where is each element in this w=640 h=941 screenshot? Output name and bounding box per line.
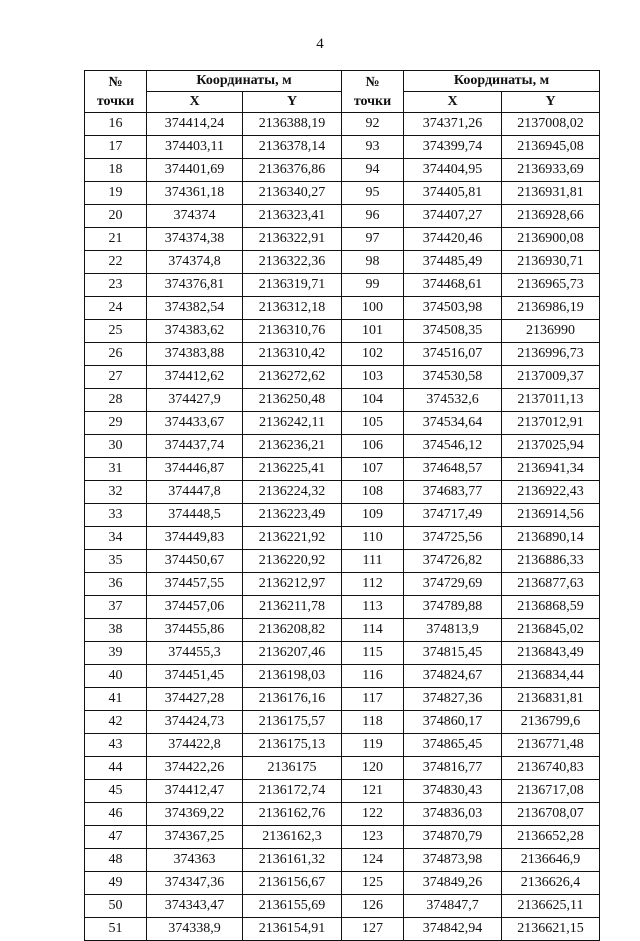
y-value-left: 2136242,11 [243,412,342,435]
point-number-right: 100 [342,297,404,320]
table-row [85,320,600,343]
x-value-left: 374383,62 [147,320,243,343]
point-number-left: 41 [85,688,147,711]
y-value-right: 2136621,15 [502,918,600,941]
x-value-left: 374457,55 [147,573,243,596]
y-header-right: Y [502,92,600,113]
x-value-left: 374369,22 [147,803,243,826]
y-value-left: 2136310,42 [243,343,342,366]
y-value-left: 2136225,41 [243,458,342,481]
point-number-header-left [85,71,147,113]
x-value-left: 374422,26 [147,757,243,780]
y-value-left: 2136223,49 [243,504,342,527]
table-row [85,504,600,527]
point-number-left: 22 [85,251,147,274]
y-value-left: 2136211,78 [243,596,342,619]
x-value-left: 374382,54 [147,297,243,320]
point-number-right: 102 [342,343,404,366]
table-row [85,343,600,366]
y-value-right: 2136933,69 [502,159,600,182]
y-value-left: 2136220,92 [243,550,342,573]
table-row [85,688,600,711]
y-value-left: 2136176,16 [243,688,342,711]
table-row [85,849,600,872]
y-value-right: 2136652,28 [502,826,600,849]
table-row [85,435,600,458]
table-row [85,711,600,734]
point-number-header-right [342,71,404,113]
point-number-left: 36 [85,573,147,596]
table-row [85,274,600,297]
point-number-right: 110 [342,527,404,550]
point-number-left: 42 [85,711,147,734]
y-value-right: 2136868,59 [502,596,600,619]
x-value-right: 374729,69 [404,573,502,596]
table-row [85,481,600,504]
x-value-right: 374485,49 [404,251,502,274]
point-number-right: 118 [342,711,404,734]
table-row [85,159,600,182]
x-value-right: 374405,81 [404,182,502,205]
y-value-left: 2136172,74 [243,780,342,803]
coordinates-header-right: Координаты, м [404,71,600,92]
point-number-right: 105 [342,412,404,435]
num-sign: № [108,74,123,90]
x-value-left: 374455,86 [147,619,243,642]
y-value-right: 2136708,07 [502,803,600,826]
point-number-left: 29 [85,412,147,435]
y-value-right: 2136996,73 [502,343,600,366]
point-number-right: 117 [342,688,404,711]
y-value-left: 2136319,71 [243,274,342,297]
y-value-right: 2136945,08 [502,136,600,159]
x-value-left: 374422,8 [147,734,243,757]
point-number-right: 104 [342,389,404,412]
y-value-left: 2136175,13 [243,734,342,757]
x-header-right: X [404,92,502,113]
x-value-right: 374813,9 [404,619,502,642]
y-value-left: 2136388,19 [243,113,342,136]
point-number-left: 16 [85,113,147,136]
point-number-left: 28 [85,389,147,412]
x-value-left: 374448,5 [147,504,243,527]
point-number-left: 18 [85,159,147,182]
y-value-left: 2136208,82 [243,619,342,642]
x-value-right: 374516,07 [404,343,502,366]
x-value-right: 374404,95 [404,159,502,182]
point-number-right: 94 [342,159,404,182]
y-value-right: 2137009,37 [502,366,600,389]
x-value-left: 374433,67 [147,412,243,435]
x-value-left: 374446,87 [147,458,243,481]
x-value-left: 374450,67 [147,550,243,573]
x-value-right: 374468,61 [404,274,502,297]
x-value-right: 374824,67 [404,665,502,688]
point-number-left: 48 [85,849,147,872]
x-value-right: 374842,94 [404,918,502,941]
point-number-right: 97 [342,228,404,251]
y-value-right: 2136771,48 [502,734,600,757]
x-value-right: 374849,26 [404,872,502,895]
point-number-right: 109 [342,504,404,527]
y-value-right: 2136834,44 [502,665,600,688]
x-value-left: 374427,28 [147,688,243,711]
x-value-left: 374403,11 [147,136,243,159]
point-number-right: 123 [342,826,404,849]
table-row [85,918,600,941]
x-value-left: 374427,9 [147,389,243,412]
point-number-right: 99 [342,274,404,297]
table-row [85,665,600,688]
y-value-left: 2136272,62 [243,366,342,389]
x-value-left: 374374,38 [147,228,243,251]
x-value-left: 374374,8 [147,251,243,274]
point-number-right: 95 [342,182,404,205]
table-row [85,205,600,228]
x-value-left: 374367,25 [147,826,243,849]
x-value-right: 374399,74 [404,136,502,159]
x-value-right: 374371,26 [404,113,502,136]
x-value-right: 374815,45 [404,642,502,665]
x-value-right: 374860,17 [404,711,502,734]
page-number: 4 [316,36,324,52]
x-value-right: 374534,64 [404,412,502,435]
y-value-left: 2136250,48 [243,389,342,412]
table-row [85,136,600,159]
x-value-left: 374414,24 [147,113,243,136]
y-header-left: Y [243,92,342,113]
y-value-right: 2136922,43 [502,481,600,504]
x-value-right: 374420,46 [404,228,502,251]
y-value-right: 2136646,9 [502,849,600,872]
x-value-left: 374424,73 [147,711,243,734]
point-number-left: 35 [85,550,147,573]
table-row [85,527,600,550]
y-value-right: 2136914,56 [502,504,600,527]
x-value-right: 374726,82 [404,550,502,573]
table-row [85,228,600,251]
point-number-right: 114 [342,619,404,642]
y-value-left: 2136154,91 [243,918,342,941]
x-value-right: 374873,98 [404,849,502,872]
y-value-right: 2137025,94 [502,435,600,458]
table-row [85,895,600,918]
x-value-right: 374827,36 [404,688,502,711]
point-number-left: 44 [85,757,147,780]
point-number-right: 125 [342,872,404,895]
x-value-left: 374437,74 [147,435,243,458]
y-value-left: 2136221,92 [243,527,342,550]
point-number-right: 106 [342,435,404,458]
y-value-left: 2136236,21 [243,435,342,458]
table-row [85,642,600,665]
x-header-left: X [147,92,243,113]
table-row [85,780,600,803]
y-value-right: 2136890,14 [502,527,600,550]
y-value-right: 2136900,08 [502,228,600,251]
x-value-left: 374363 [147,849,243,872]
y-value-left: 2136155,69 [243,895,342,918]
x-value-left: 374361,18 [147,182,243,205]
point-number-left: 31 [85,458,147,481]
x-value-right: 374683,77 [404,481,502,504]
table-row [85,826,600,849]
y-value-right: 2136625,11 [502,895,600,918]
point-number-left: 51 [85,918,147,941]
y-value-left: 2136162,3 [243,826,342,849]
point-number-right: 93 [342,136,404,159]
point-number-right: 111 [342,550,404,573]
y-value-left: 2136340,27 [243,182,342,205]
point-number-left: 47 [85,826,147,849]
table-row [85,872,600,895]
x-value-right: 374725,56 [404,527,502,550]
x-value-left: 374343,47 [147,895,243,918]
table-row [85,251,600,274]
point-number-right: 113 [342,596,404,619]
x-value-left: 374374 [147,205,243,228]
y-value-left: 2136212,97 [243,573,342,596]
y-value-left: 2136312,18 [243,297,342,320]
x-value-right: 374407,27 [404,205,502,228]
table-row [85,619,600,642]
y-value-left: 2136322,91 [243,228,342,251]
x-value-right: 374816,77 [404,757,502,780]
y-value-right: 2136931,81 [502,182,600,205]
x-value-left: 374457,06 [147,596,243,619]
point-number-right: 119 [342,734,404,757]
x-value-left: 374451,45 [147,665,243,688]
x-value-right: 374648,57 [404,458,502,481]
point-number-right: 115 [342,642,404,665]
x-value-right: 374530,58 [404,366,502,389]
x-value-left: 374376,81 [147,274,243,297]
table-header [85,71,600,113]
point-number-left: 25 [85,320,147,343]
point-number-left: 39 [85,642,147,665]
point-number-right: 103 [342,366,404,389]
y-value-left: 2136378,14 [243,136,342,159]
y-value-right: 2136845,02 [502,619,600,642]
x-value-right: 374532,6 [404,389,502,412]
x-value-left: 374401,69 [147,159,243,182]
point-number-left: 21 [85,228,147,251]
table-row [85,596,600,619]
coordinates-header-left: Координаты, м [147,71,342,92]
y-value-right: 2136986,19 [502,297,600,320]
point-number-left: 24 [85,297,147,320]
table-row [85,458,600,481]
point-number-left: 46 [85,803,147,826]
point-number-left: 26 [85,343,147,366]
x-value-right: 374870,79 [404,826,502,849]
point-number-left: 23 [85,274,147,297]
x-value-right: 374789,88 [404,596,502,619]
y-value-right: 2136965,73 [502,274,600,297]
point-number-right: 108 [342,481,404,504]
y-value-right: 2136928,66 [502,205,600,228]
y-value-left: 2136224,32 [243,481,342,504]
y-value-right: 2136843,49 [502,642,600,665]
y-value-left: 2136175,57 [243,711,342,734]
y-value-left: 2136310,76 [243,320,342,343]
x-value-right: 374717,49 [404,504,502,527]
x-value-right: 374830,43 [404,780,502,803]
y-value-left: 2136162,76 [243,803,342,826]
point-number-right: 122 [342,803,404,826]
point-number-left: 40 [85,665,147,688]
point-number-left: 27 [85,366,147,389]
y-value-right: 2136941,34 [502,458,600,481]
x-value-right: 374508,35 [404,320,502,343]
point-number-right: 121 [342,780,404,803]
point-number-right: 112 [342,573,404,596]
x-value-right: 374865,45 [404,734,502,757]
table-row [85,803,600,826]
y-value-right: 2136717,08 [502,780,600,803]
y-value-right: 2136886,33 [502,550,600,573]
y-value-left: 2136207,46 [243,642,342,665]
point-number-right: 98 [342,251,404,274]
x-value-left: 374449,83 [147,527,243,550]
x-value-left: 374412,62 [147,366,243,389]
x-value-left: 374447,8 [147,481,243,504]
table-row [85,412,600,435]
header-row-1 [85,71,600,92]
table-body [85,113,600,941]
point-number-left: 43 [85,734,147,757]
table-row [85,182,600,205]
y-value-left: 2136376,86 [243,159,342,182]
point-number-right: 107 [342,458,404,481]
table-row [85,550,600,573]
y-value-left: 2136161,32 [243,849,342,872]
table-row [85,297,600,320]
y-value-left: 2136156,67 [243,872,342,895]
point-number-left: 20 [85,205,147,228]
y-value-left: 2136323,41 [243,205,342,228]
point-number-right: 116 [342,665,404,688]
x-value-right: 374847,7 [404,895,502,918]
num-sign: № [365,74,380,90]
point-number-left: 32 [85,481,147,504]
x-value-left: 374347,36 [147,872,243,895]
x-value-left: 374383,88 [147,343,243,366]
x-value-right: 374836,03 [404,803,502,826]
point-number-left: 19 [85,182,147,205]
y-value-right: 2137012,91 [502,412,600,435]
point-number-right: 120 [342,757,404,780]
y-value-right: 2136626,4 [502,872,600,895]
point-number-right: 92 [342,113,404,136]
point-number-right: 96 [342,205,404,228]
x-value-left: 374455,3 [147,642,243,665]
point-number-left: 45 [85,780,147,803]
x-value-right: 374546,12 [404,435,502,458]
y-value-right: 2136799,6 [502,711,600,734]
point-number-right: 124 [342,849,404,872]
point-number-left: 50 [85,895,147,918]
table-row [85,366,600,389]
y-value-left: 2136198,03 [243,665,342,688]
x-value-left: 374412,47 [147,780,243,803]
y-value-right: 2136831,81 [502,688,600,711]
coordinates-table [84,70,600,941]
point-number-left: 17 [85,136,147,159]
point-number-left: 49 [85,872,147,895]
table-row [85,573,600,596]
x-value-left: 374338,9 [147,918,243,941]
y-value-left: 2136322,36 [243,251,342,274]
x-value-right: 374503,98 [404,297,502,320]
point-number-right: 127 [342,918,404,941]
y-value-right: 2136877,63 [502,573,600,596]
point-number-left: 30 [85,435,147,458]
point-number-left: 33 [85,504,147,527]
point-number-right: 101 [342,320,404,343]
point-word: точки [96,93,135,109]
y-value-right: 2137008,02 [502,113,600,136]
table-row [85,389,600,412]
table-row [85,113,600,136]
table-row [85,757,600,780]
point-number-left: 37 [85,596,147,619]
point-number-left: 34 [85,527,147,550]
table-row [85,734,600,757]
point-word: точки [353,93,392,109]
point-number-left: 38 [85,619,147,642]
y-value-right: 2136930,71 [502,251,600,274]
y-value-left: 2136175 [243,757,342,780]
point-number-right: 126 [342,895,404,918]
y-value-right: 2137011,13 [502,389,600,412]
y-value-right: 2136990 [502,320,600,343]
y-value-right: 2136740,83 [502,757,600,780]
